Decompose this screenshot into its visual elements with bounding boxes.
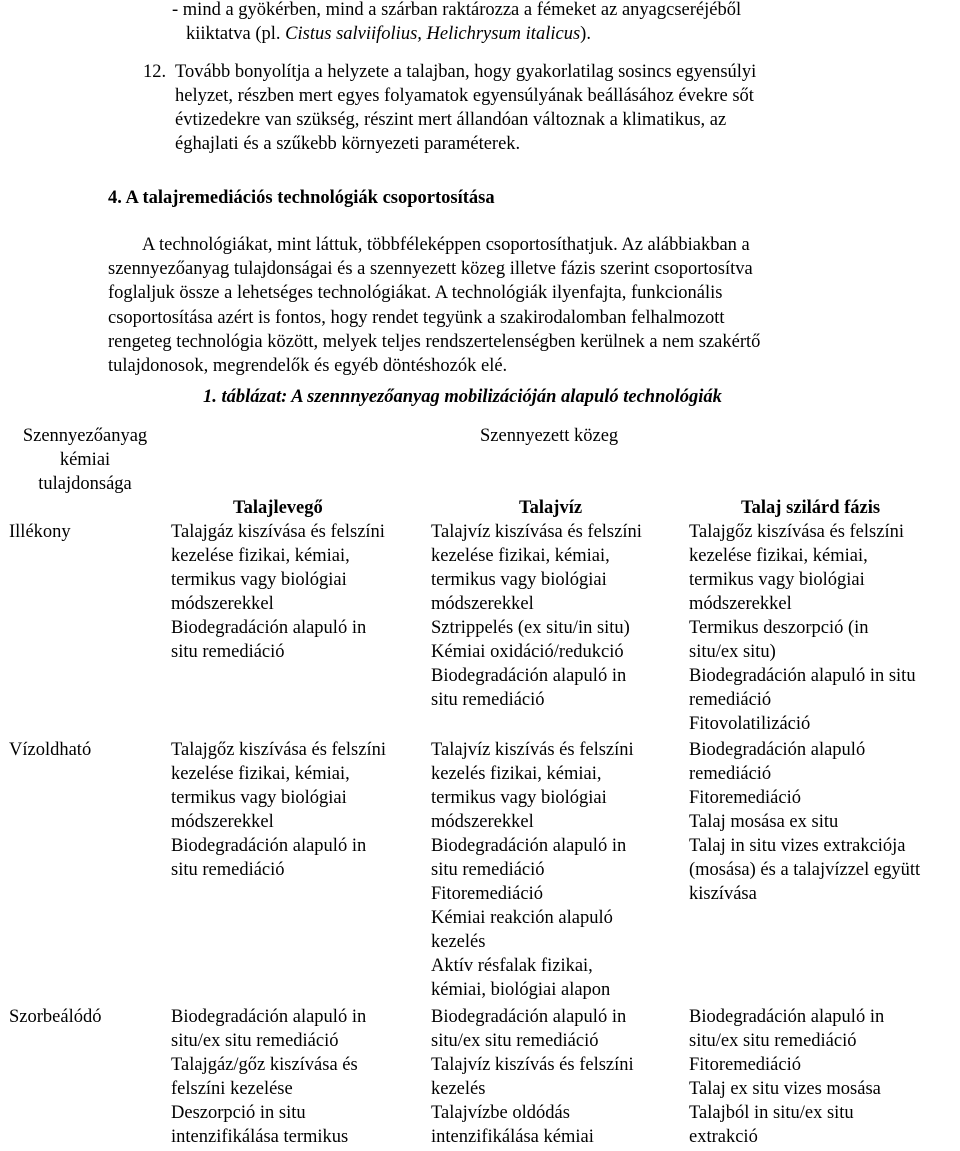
row-header-line: tulajdonsága [38,474,132,494]
row-header-line: kémiai [59,450,111,470]
cell-line: kezelése fizikai, kémiai, [171,764,350,784]
cell-line: Biodegradáción alapuló in [431,836,627,856]
cell-line: Biodegradáción alapuló in situ [689,666,916,686]
cell-line: módszerekkel [431,594,534,614]
cell-line: termikus vagy biológiai [689,570,865,590]
cell-line: intenzifikálása kémiai [431,1127,594,1147]
cell-line: Biodegradáción alapuló in [431,666,627,686]
paragraph-line: csoportosítása azért is fontos, hogy rendet tegyünk a szakirodalomban felhalmozott [108,307,725,328]
cell-line: Fitoremediáció [431,884,543,904]
cell-line: situ remediáció [431,690,545,710]
cell-line: Sztrippelés (ex situ/in situ) [431,618,630,638]
cell-line: Biodegradáción alapuló in [171,1007,367,1027]
section-heading: 4. A talajremediációs technológiák csoportosítása [108,188,495,208]
cell-line: kezelése fizikai, kémiai, [689,546,868,566]
row-header-line: Szennyezőanyag [22,426,148,446]
cell-line: módszerekkel [171,594,274,614]
item-12-line: éghajlati és a szűkebb környezeti paraméterek. [175,134,521,154]
paragraph-line: A technológiákat, mint láttuk, többféleképpen csoportosíthatjuk. Az alábbiakban a [142,235,750,255]
cell-line: kémiai, biológiai alapon [431,980,611,1000]
cell-line: kiszívása [689,884,757,904]
cell-line: Biodegradáción alapuló in [689,1007,885,1027]
cell-line: Talaj in situ vizes extrakciója [689,836,906,856]
cell-line: módszerekkel [431,812,534,832]
item-12-text [175,60,756,156]
cell-line: termikus vagy biológiai [431,788,607,808]
cell-line: situ/ex situ remediáció [431,1031,599,1051]
item-12-number: 12. [143,62,167,82]
cell-line: kezelése fizikai, kémiai, [171,546,350,566]
cell-line: Talajgőz kiszívása és felszíni [171,740,386,760]
table-cell [689,520,916,736]
table-cell [171,520,385,664]
cell-line: Aktív résfalak fizikai, [431,956,593,976]
cell-line: Fitoremediáció [689,1055,801,1075]
paragraph-line: rengeteg technológia között, melyek teljes rendszertelenségben kerülnek a nem szakértő [108,331,761,352]
row-label-sorbing: Szorbeálódó [9,1007,102,1027]
table-cell [689,738,920,906]
table-cell [171,1005,366,1149]
cell-line: Biodegradáción alapuló in [431,1007,627,1027]
cell-line: Talajgáz kiszívása és felszíni [171,522,385,542]
cell-line: termikus vagy biológiai [431,570,607,590]
section-paragraph [108,233,760,378]
cell-line: termikus vagy biológiai [171,570,347,590]
row-label-water-soluble: Vízoldható [9,740,92,760]
cell-line: módszerekkel [171,812,274,832]
cell-line: kezelés [431,1079,486,1099]
cell-line: Talajból in situ/ex situ [689,1103,854,1123]
cell-line: remediáció [689,690,772,710]
cell-line: Fitoremediáció [689,788,801,808]
cell-line: intenzifikálása termikus [171,1127,349,1147]
cell-line: Biodegradáción alapuló [689,740,866,760]
cell-line: Fitovolatilizáció [689,714,811,734]
cell-line: kezelés [431,932,486,952]
cell-line: situ/ex situ remediáció [689,1031,857,1051]
cell-line: Talajvízbe oldódás [431,1103,570,1123]
cell-line: situ remediáció [171,860,285,880]
table-cell [431,738,634,1002]
cell-line: Talaj ex situ vizes mosása [689,1079,881,1099]
cell-line: Biodegradáción alapuló in [171,618,367,638]
intro-line-2 [186,22,591,46]
row-header-label [0,424,170,496]
item-12-line: Tovább bonyolítja a helyzete a talajban, hogy gyakorlatilag sosincs egyensúlyi [175,62,757,82]
cell-line: termikus vagy biológiai [171,788,347,808]
cell-line: situ remediáció [171,642,285,662]
cell-line: extrakció [689,1127,758,1147]
cell-line: situ/ex situ remediáció [171,1031,339,1051]
cell-line: remediáció [689,764,772,784]
cell-line: Deszorpció in situ [171,1103,306,1123]
group-header: Szennyezett közeg [480,426,619,446]
cell-line: kezelés fizikai, kémiai, [431,764,602,784]
table-cell [431,520,642,712]
cell-line: Talajvíz kiszívás és felszíni [431,740,634,760]
cell-line: Biodegradáción alapuló in [171,836,367,856]
paragraph-line: tulajdonosok, megrendelők és egyéb döntéshozók elé. [108,356,508,377]
cell-line: Talajgáz/gőz kiszívása és [171,1055,358,1075]
cell-line: Kémiai oxidáció/redukció [431,642,624,662]
cell-line: situ/ex situ) [689,642,776,662]
cell-line: Talajvíz kiszívása és felszíni [431,522,642,542]
cell-line: Talaj mosása ex situ [689,812,839,832]
table-cell [689,1005,884,1149]
paragraph-line: foglaljuk össze a lehetséges technológiákat. A technológiák ilyenfajta, funkcionális [108,283,723,304]
intro-line-2-prefix: kiiktatva (pl. [186,24,286,44]
table-caption: 1. táblázat: A szennnyezőanyag mobilizációján alapuló technológiák [203,387,722,407]
cell-line: Termikus deszorpció (in [689,618,869,638]
cell-line: situ remediáció [431,860,545,880]
cell-line: Kémiai reakción alapuló [431,908,613,928]
intro-line-1: - mind a gyökérben, mind a szárban raktározza a fémeket az anyagcseréjéből [172,0,742,20]
intro-species-names: Cistus salviifolius, Helichrysum italicus [285,24,581,44]
column-header-solid-phase: Talaj szilárd fázis [741,498,881,518]
cell-line: Talajgőz kiszívása és felszíni [689,522,904,542]
item-12-line: helyzet, részben mert egyes folyamatok egyensúlyának beállásához évekre sőt [175,86,754,106]
cell-line: kezelése fizikai, kémiai, [431,546,610,566]
intro-line-2-suffix: ). [580,24,591,44]
paragraph-line: szennyezőanyag tulajdonságai és a szennyezett közeg illetve fázis szerint csoportosítva [108,259,753,280]
table-cell [171,738,386,882]
item-12-line: évtizedekre van szükség, részint mert állandóan változnak a klimatikus, az [175,110,727,130]
table-cell [431,1005,634,1149]
cell-line: Talajvíz kiszívás és felszíni [431,1055,634,1075]
cell-line: (mosása) és a talajvízzel együtt [689,860,921,880]
cell-line: felszíni kezelése [171,1079,293,1099]
row-label-volatile: Illékony [9,522,71,542]
column-header-groundwater: Talajvíz [519,498,583,518]
cell-line: módszerekkel [689,594,792,614]
column-header-soil-air: Talajlevegő [233,498,323,518]
